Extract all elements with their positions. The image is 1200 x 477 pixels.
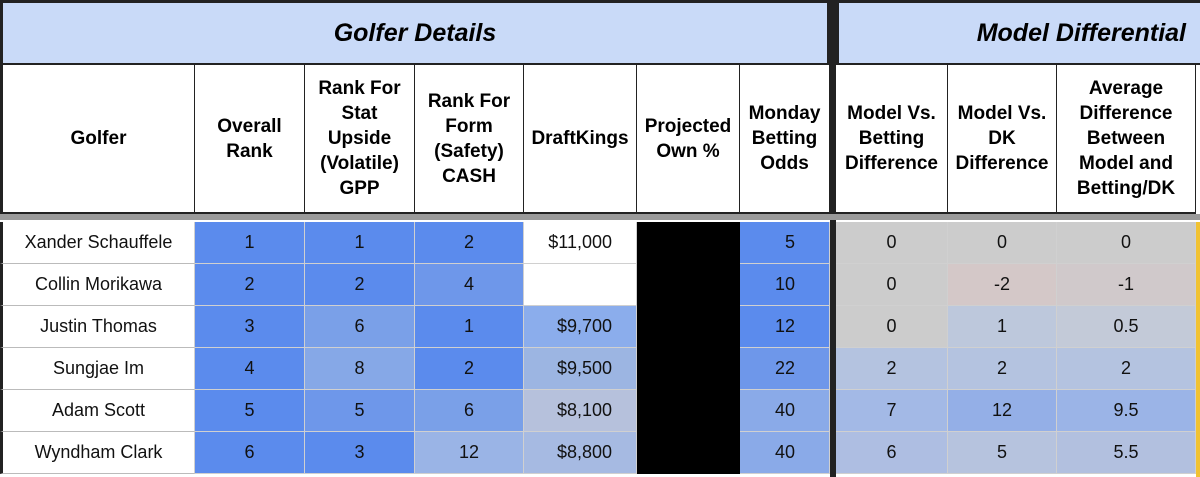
cell-overall-rank: 4	[195, 348, 305, 390]
column-header-average-difference: Average Difference Between Model and Betting/DK	[1057, 65, 1196, 214]
cell-stat-upside-rank: 3	[305, 432, 415, 474]
cell-monday-betting-odds: 22	[740, 348, 830, 390]
cell-model-vs-betting: 6	[836, 432, 948, 474]
golfer-details-title	[0, 0, 830, 65]
cell-model-vs-dk: 0	[948, 222, 1057, 264]
cell-form-rank: 2	[415, 348, 524, 390]
cell-form-rank: 4	[415, 264, 524, 306]
cell-average-difference: -1	[1057, 264, 1196, 306]
column-header-model-vs-betting: Model Vs. Betting Difference	[836, 65, 948, 214]
cell-monday-betting-odds: 40	[740, 390, 830, 432]
cell-stat-upside-rank: 6	[305, 306, 415, 348]
column-header-golfer: Golfer	[0, 65, 195, 214]
column-header-stat-upside-rank: Rank For Stat Upside (Volatile) GPP	[305, 65, 415, 214]
cell-monday-betting-odds: 12	[740, 306, 830, 348]
cell-golfer: Sungjae Im	[0, 348, 195, 390]
model-differential-title-text: Model Differential	[976, 18, 1186, 47]
cell-stat-upside-rank: 5	[305, 390, 415, 432]
column-header-projected-ownership: Projected Own %	[637, 65, 740, 214]
cell-draftkings-salary: $9,700	[524, 306, 637, 348]
cell-draftkings-salary: $8,100	[524, 390, 637, 432]
cell-overall-rank: 6	[195, 432, 305, 474]
cell-form-rank: 1	[415, 306, 524, 348]
cell-draftkings-salary	[524, 264, 637, 306]
cell-stat-upside-rank: 1	[305, 222, 415, 264]
cell-projected-ownership	[637, 306, 740, 348]
cell-average-difference: 9.5	[1057, 390, 1196, 432]
column-header-form-rank: Rank For Form (Safety) CASH	[415, 65, 524, 214]
cell-model-vs-dk: 5	[948, 432, 1057, 474]
cell-average-difference: 5.5	[1057, 432, 1196, 474]
cell-overall-rank: 1	[195, 222, 305, 264]
cell-projected-ownership	[637, 264, 740, 306]
cell-golfer: Xander Schauffele	[0, 222, 195, 264]
column-header-draftkings-salary: DraftKings	[524, 65, 637, 214]
cell-monday-betting-odds: 5	[740, 222, 830, 264]
cell-model-vs-betting: 0	[836, 306, 948, 348]
cell-average-difference: 0	[1057, 222, 1196, 264]
cell-overall-rank: 5	[195, 390, 305, 432]
column-header-monday-betting-odds: Monday Betting Odds	[740, 65, 830, 214]
cell-monday-betting-odds: 10	[740, 264, 830, 306]
cell-projected-ownership	[637, 222, 740, 264]
cell-stat-upside-rank: 8	[305, 348, 415, 390]
cell-draftkings-salary: $8,800	[524, 432, 637, 474]
cell-projected-ownership	[637, 432, 740, 474]
cell-draftkings-salary: $11,000	[524, 222, 637, 264]
model-differential-title	[836, 0, 1200, 65]
cell-golfer: Collin Morikawa	[0, 264, 195, 306]
cell-model-vs-betting: 0	[836, 222, 948, 264]
cell-form-rank: 6	[415, 390, 524, 432]
cell-stat-upside-rank: 2	[305, 264, 415, 306]
cell-model-vs-betting: 7	[836, 390, 948, 432]
cell-draftkings-salary: $9,500	[524, 348, 637, 390]
cell-model-vs-betting: 0	[836, 264, 948, 306]
column-header-overall-rank: Overall Rank	[195, 65, 305, 214]
cell-average-difference: 2	[1057, 348, 1196, 390]
cell-model-vs-dk: 1	[948, 306, 1057, 348]
cell-average-difference: 0.5	[1057, 306, 1196, 348]
cell-golfer: Adam Scott	[0, 390, 195, 432]
cell-form-rank: 2	[415, 222, 524, 264]
cell-model-vs-dk: -2	[948, 264, 1057, 306]
section-divider	[830, 0, 836, 477]
cell-projected-ownership	[637, 348, 740, 390]
cell-projected-ownership	[637, 390, 740, 432]
cell-golfer: Wyndham Clark	[0, 432, 195, 474]
right-edge-strip	[1196, 222, 1200, 477]
cell-overall-rank: 3	[195, 306, 305, 348]
cell-model-vs-dk: 12	[948, 390, 1057, 432]
golfer-details-title-text: Golfer Details	[333, 18, 497, 47]
header-bottom-border	[0, 214, 1200, 220]
cell-golfer: Justin Thomas	[0, 306, 195, 348]
cell-model-vs-betting: 2	[836, 348, 948, 390]
cell-model-vs-dk: 2	[948, 348, 1057, 390]
column-header-model-vs-dk: Model Vs. DK Difference	[948, 65, 1057, 214]
cell-form-rank: 12	[415, 432, 524, 474]
cell-monday-betting-odds: 40	[740, 432, 830, 474]
cell-overall-rank: 2	[195, 264, 305, 306]
